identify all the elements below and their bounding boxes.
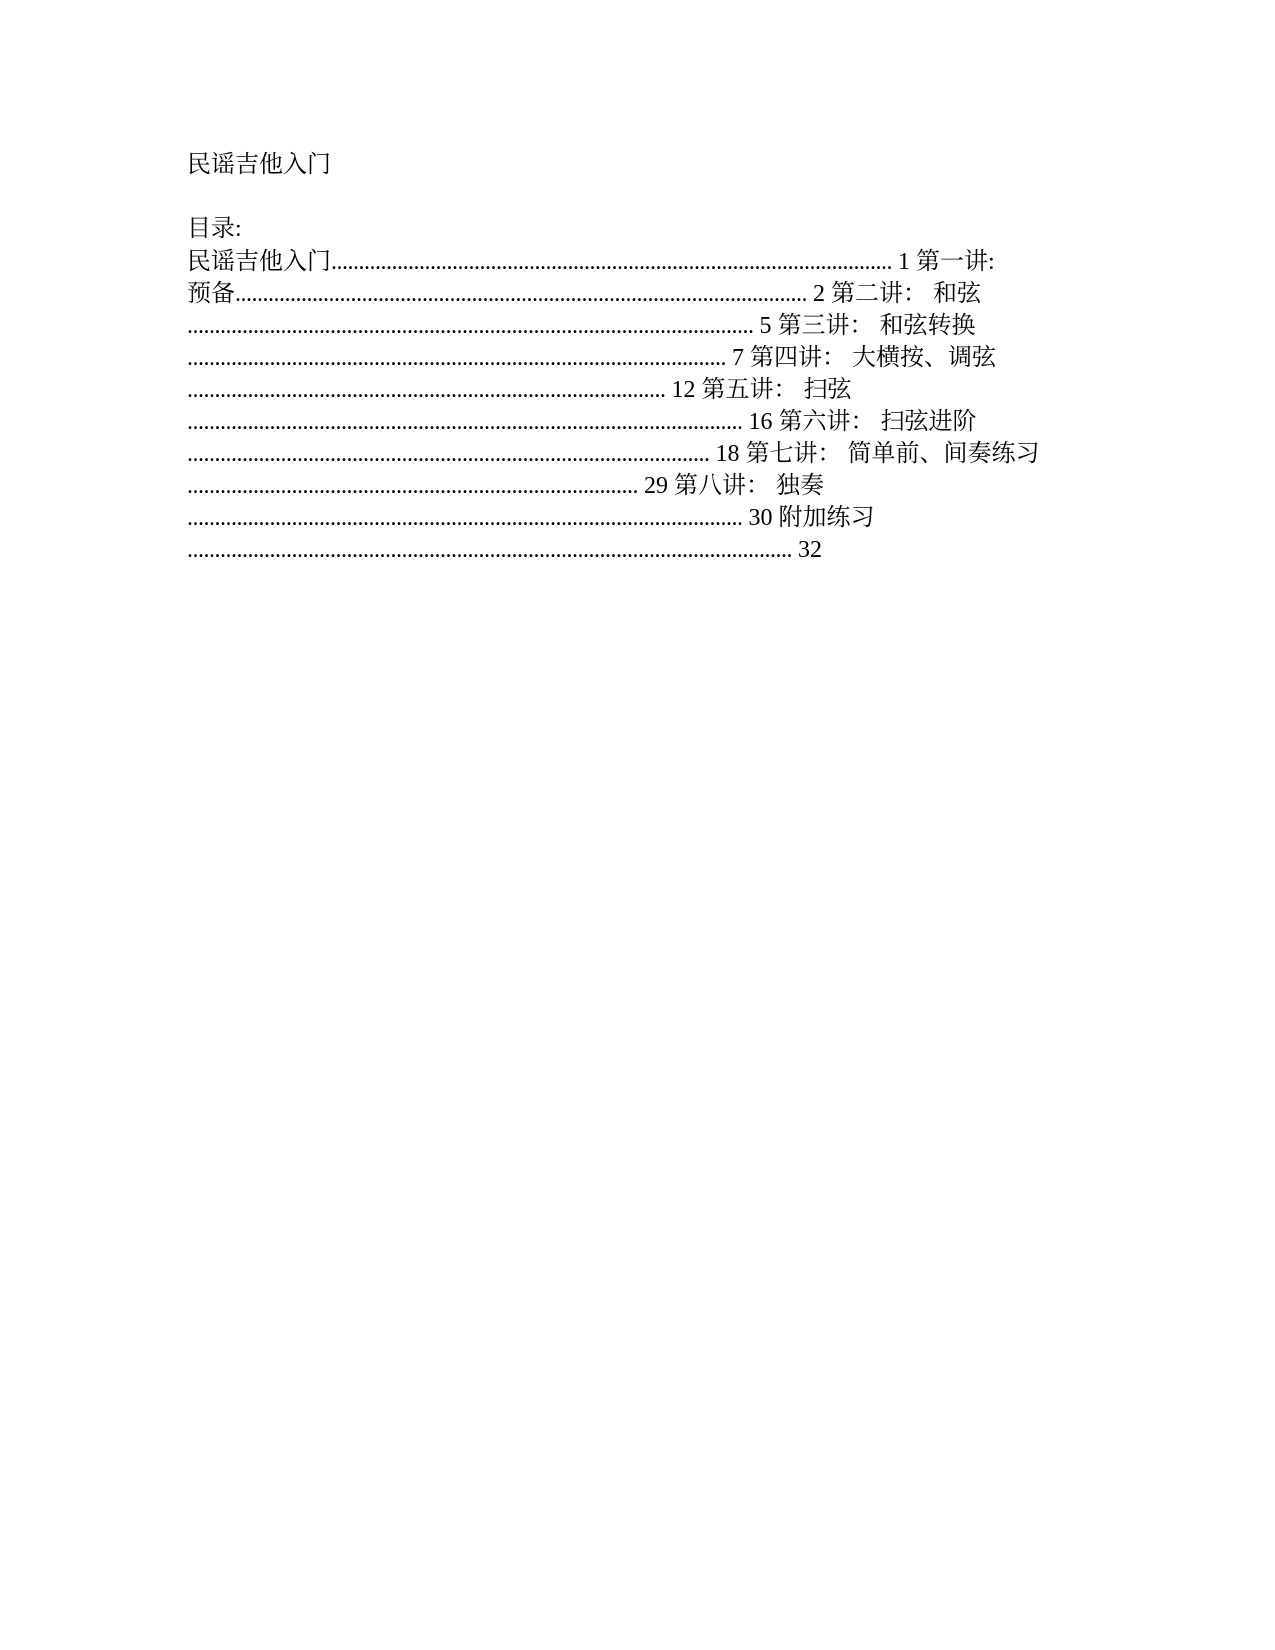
toc-leader-dots: .................................................................................................. [187,345,726,371]
toc-line [187,438,1087,470]
toc-leader-dots: ..................................................................................................... [187,409,743,435]
toc-page-and-next-entry: 7 第四讲： 大横按、调弦 [726,345,996,371]
toc-page-and-next-entry: 29 第八讲： 独奏 [638,473,824,499]
toc-leader-dots: .................................................................................. [187,473,638,499]
toc-page-and-next-entry: 5 第三讲： 和弦转换 [753,313,976,339]
toc-page-and-next-entry: 12 第五讲： 扫弦 [665,377,852,403]
document-title: 民谣吉他入门 [187,152,331,178]
toc-line [187,534,1087,566]
toc-leader-dots: ........................................................................................................ [235,281,807,307]
toc-line [187,470,1087,502]
toc-entry-title: 预备 [187,281,235,307]
toc-leader-dots: .............................................................................................................. [187,537,792,563]
toc-leader-dots: ....................................................................................................... [187,313,754,339]
toc-line [187,310,1087,342]
toc-page-and-next-entry: 2 第二讲： 和弦 [807,281,981,307]
toc-leader-dots: ..................................................................................................... [187,505,743,531]
toc-page-and-next-entry: 32 [792,537,822,563]
toc-line [187,342,1087,374]
toc-line [187,246,1087,278]
toc-entry-title: 民谣吉他入门 [187,249,331,275]
toc-line [187,278,1087,310]
toc-leader-dots: ............................................................................................... [187,441,710,467]
toc-line [187,374,1087,406]
toc-page-and-next-entry: 1 第一讲: [892,249,995,275]
toc-page-and-next-entry: 30 附加练习 [742,505,875,531]
toc-heading: 目录: [187,216,242,242]
table-of-contents [187,246,1087,566]
toc-leader-dots: ...................................................................................................... [331,249,892,275]
toc-page-and-next-entry: 16 第六讲： 扫弦进阶 [742,409,977,435]
toc-leader-dots: ....................................................................................... [187,377,666,403]
toc-line [187,502,1087,534]
toc-page-and-next-entry: 18 第七讲： 简单前、间奏练习 [709,441,1040,467]
toc-line [187,406,1087,438]
